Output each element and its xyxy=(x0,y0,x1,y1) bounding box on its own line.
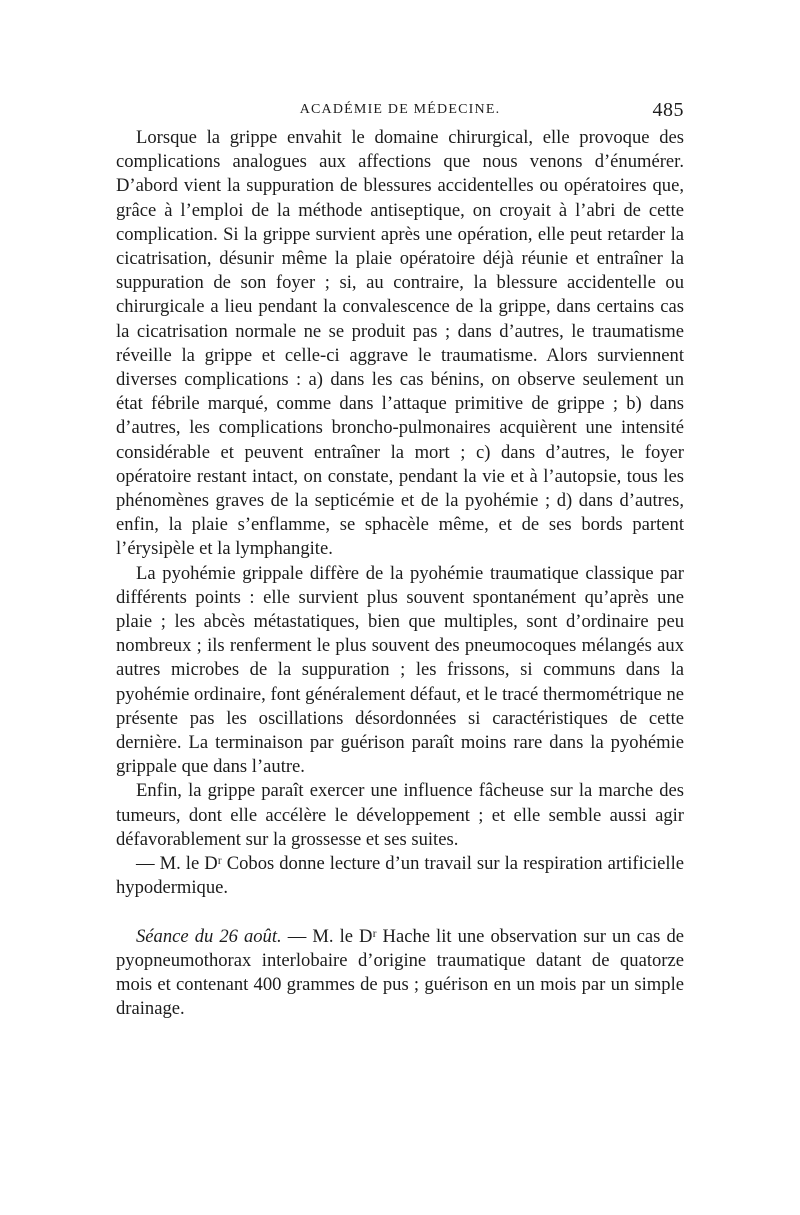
page-number: 485 xyxy=(652,99,684,121)
seance-text: — M. le Dʳ Hache lit une observation sur un cas de pyopneumothorax interlobaire d’origine traumatique datant de quatorze mois et contenant 400 grammes de pus ; guérison en un mois par un simple drainage. xyxy=(116,925,684,1020)
paragraph-cobos: — M. le Dʳ Cobos donne lecture d’un travail sur la respiration artificielle hypodermique. xyxy=(116,853,684,899)
body-text xyxy=(116,126,684,1021)
running-head: ACADÉMIE DE MÉDECINE. xyxy=(299,102,501,117)
paragraph-tumeurs: Enfin, la grippe paraît exercer une influence fâcheuse sur la marche des tumeurs, dont elle accélère le développement ; et elle semble aussi agir défavorablement sur la grossesse et ses suites. xyxy=(116,780,684,850)
seance-date: Séance du 26 août. xyxy=(136,925,282,947)
page-header xyxy=(116,99,684,123)
paragraph-seance xyxy=(116,925,684,1022)
paragraph-pyohemie: La pyohémie grippale diffère de la pyohémie traumatique classique par différents points : elle survient plus souvent spontanément qu’après une plaie ; les abcès métastatiques, bien que multiples, sont d’ordinaire peu nombreux ; ils renferment le plus souvent des pneumocoques mélangés aux autres microbes de la suppuration ; les frissons, si communs dans la pyohémie ordinaire, font généralement défaut, et le tracé thermométrique ne présente pas les oscillations désordonnées si caractéristiques de cette dernière. La terminaison par guérison paraît moins rare dans la pyohémie grippale que dans l’autre. xyxy=(116,562,684,778)
paragraph-surgical-complications: Lorsque la grippe envahit le domaine chirurgical, elle provoque des complications analogues aux affections que nous venons d’énumérer. D’abord vient la suppuration de blessures accidentelles ou opératoires que, grâce à l’emploi de la méthode antiseptique, on croyait à l’abri de cette complication. Si la grippe survient après une opération, elle peut retarder la cicatrisation, désunir même la plaie opératoire déjà réunie et entraîner la suppuration de son foyer ; si, au contraire, la blessure accidentelle ou chirurgicale a lieu pendant la convalescence de la grippe, dans certains cas la cicatrisation normale ne se produit pas ; dans d’autres, le traumatisme réveille la grippe et celle-ci aggrave le traumatisme. Alors surviennent diverses complications : a) dans les cas bénins, on observe seulement un état fébrile marqué, comme dans l’attaque primitive de grippe ; b) dans d’autres, les complications broncho-pulmonaires acquièrent une intensité considérable et peuvent entraîner la mort ; c) dans d’autres, le foyer opératoire restant intact, on constate, pendant la vie et à l’autopsie, tous les phénomènes graves de la septicémie et de la pyohémie ; d) dans d’autres, enfin, la plaie s’enflamme, se sphacèle même, et de ses bords partent l’érysipèle et la lymphangite. xyxy=(116,127,684,560)
